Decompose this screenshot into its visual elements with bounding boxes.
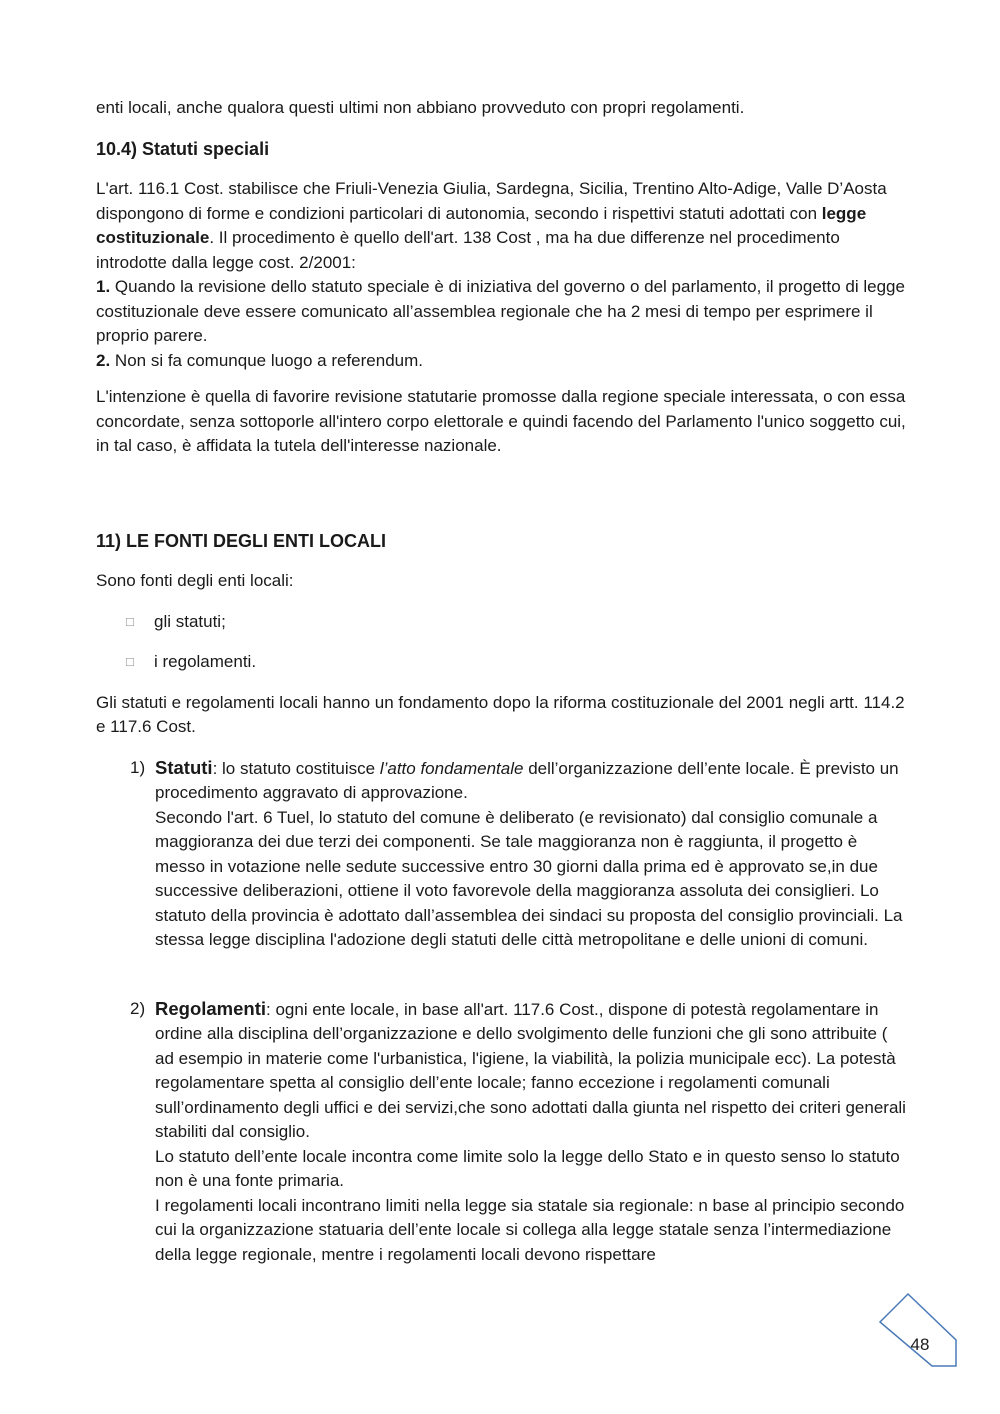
section-10-4-closing-paragraph: L'intenzione è quella di favorire revisione statutarie promosse dalla regione speciale interessata, o con essa concordate, senza sottoporle all'intero corpo elettorale e quindi facendo del Parlamento l'unico soggetto cui, in tal caso, è affidata la tutela dell'interesse nazionale. xyxy=(96,387,906,455)
term-regolamenti: Regolamenti xyxy=(155,997,267,1019)
bullet-item: □ i regolamenti. xyxy=(126,650,908,675)
page-number: 48 xyxy=(910,1335,930,1354)
numbered-point-1: 1. Quando la revisione dello statuto speciale è di iniziativa del governo o del parlamento, il progetto di legge costituzionale deve essere comunicato all’assemblea regionale che ha 2 mesi di tempo per esprimere il proprio parere. xyxy=(96,277,905,345)
bullet-item: □ gli statuti; xyxy=(126,610,908,635)
list-item-regolamenti: 2) Regolamenti: ogni ente locale, in base all'art. 117.6 Cost., dispone di potestà regolamentare in ordine alla disciplina dell’organizzazione e dello svolgimento delle funzioni che gli sono attribuite ( ad esempio in materie come l'urbanistica, l'igiene, la viabilità, la polizia municipale ecc). La potestà regolamentare spetta al consiglio dell’ente locale; fanno eccezione i regolamenti comunali sull’ordinamento degli uffici e dei servizi,che sono adottati dalla giunta nel rispetto dei criteri generali stabiliti dal consiglio. Lo statuto dell’ente locale incontra come limite solo la legge dello Stato e in questo senso lo statuto non è una fonte primaria. I regolamenti locali incontrano limiti nella legge sia statale sia regionale: n base al principio secondo cui la organizzazione statuaria dell’ente locale si collega alla legge statale senza l’intermediazione della legge regionale, mentre i regolamenti locali devono rispettare xyxy=(130,997,906,1264)
list-item-statuti: 1) Statuti: lo statuto costituisce l’atto fondamentale dell’organizzazione dell’ente locale. È previsto un procedimento aggravato di approvazione. Secondo l'art. 6 Tuel, lo statuto del comune è deliberato (e revisionato) dal consiglio comunale a maggioranza dei due terzi dei componenti. Se tale maggioranza non è raggiunta, il progetto è messo in votazione nelle sedute successive entro 30 giorni dalla prima ed è approvato se,in due successive deliberazioni, ottiene il voto favorevole della maggioranza assoluta dei consiglieri. Lo statuto della provincia è adottato dall’assemblea dei sindaci su proposta del consiglio provinciali. La stessa legge disciplina l'adozione degli statuti delle città metropolitane e delle unioni di comuni. xyxy=(130,756,903,949)
section-11-intro: Sono fonti degli enti locali: xyxy=(96,571,294,590)
section-10-4-heading: 10.4) Statuti speciali xyxy=(96,138,270,159)
bullet-glyph-icon: □ xyxy=(126,654,134,669)
continued-paragraph: enti locali, anche qualora questi ultimi non abbiano provveduto con propri regolamenti. xyxy=(96,98,745,117)
document-page xyxy=(96,96,908,1267)
bold-term: legge costituzionale xyxy=(96,203,867,247)
term-statuti: Statuti xyxy=(155,756,213,778)
page-corner-shape-icon xyxy=(876,1292,966,1382)
page-number-badge xyxy=(876,1292,966,1382)
numbered-point-2: 2. Non si fa comunque luogo a referendum. xyxy=(96,350,423,370)
section-11-heading: 11) LE FONTI DEGLI ENTI LOCALI xyxy=(96,530,387,551)
section-10-4-paragraph: L'art. 116.1 Cost. stabilisce che Friuli-Venezia Giulia, Sardegna, Sicilia, Trentino Alto-Adige, Valle D’Aosta dispongono di forme e condizioni particolari di autonomia, secondo i rispettivi statuti adottati con legge costituzionale. Il procedimento è quello dell'art. 138 Cost , ma ha due differenze nel procedimento introdotte dalla legge cost. 2/2001: xyxy=(96,179,887,272)
bullet-glyph-icon: □ xyxy=(126,613,134,629)
section-11-paragraph: Gli statuti e regolamenti locali hanno un fondamento dopo la riforma costituzionale del 2001 negli artt. 114.2 e 117.6 Cost. xyxy=(96,692,905,736)
